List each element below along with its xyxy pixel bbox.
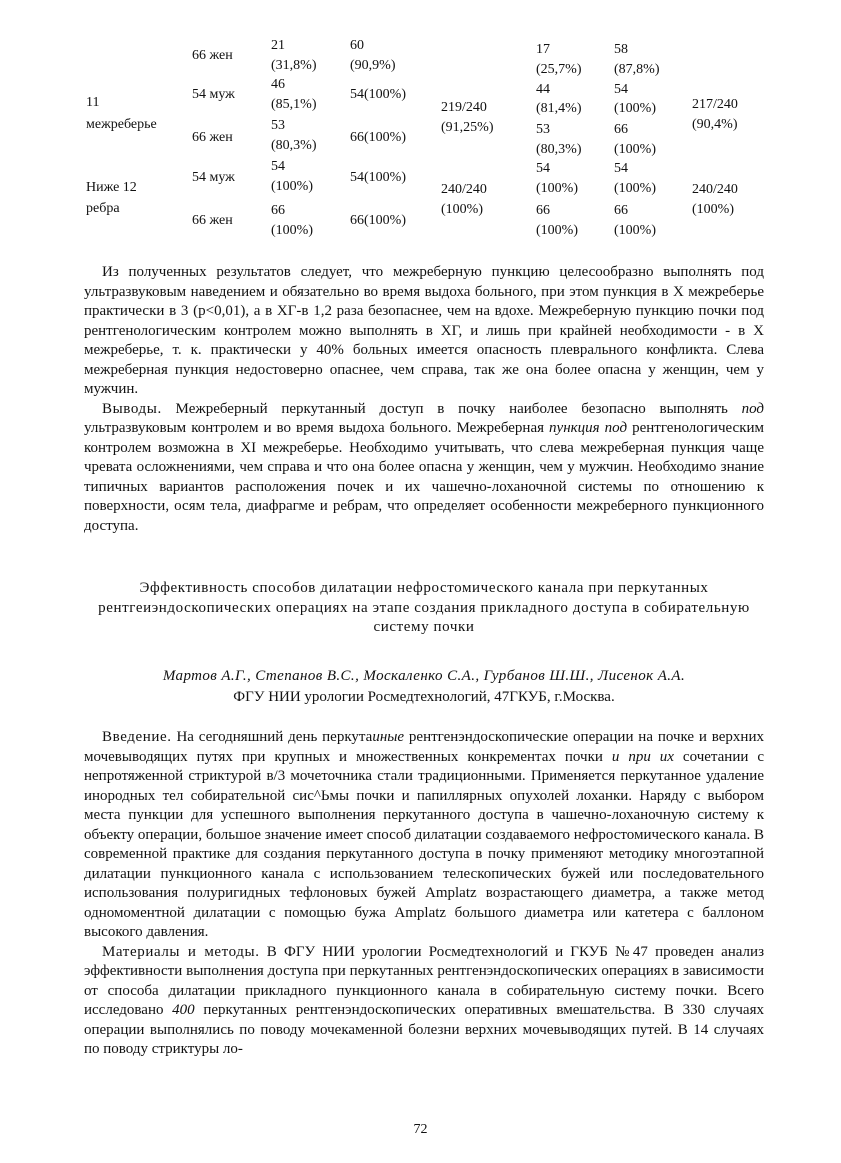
table-cell: 54 муж: [192, 170, 235, 185]
table-cell: (80,3%): [271, 138, 317, 153]
table-cell: 66: [614, 203, 628, 218]
affiliation: ФГУ НИИ урологии Росмедтехнологий, 47ГКУБ, г.Москва.: [233, 689, 615, 705]
table-cell: (100%): [614, 223, 656, 238]
table-cell: (100%): [536, 181, 578, 196]
conclusion-block: [84, 263, 764, 536]
table-cell: 54 муж: [192, 87, 235, 102]
table-cell: 17: [536, 42, 550, 57]
table-cell: (90,9%): [350, 58, 396, 73]
row-label: ребра: [86, 201, 120, 216]
table-cell: 66: [614, 122, 628, 137]
conclusions-paragraph: Выводы. Межреберный перкутанный доступ в почку наиболее безопасно выполнять под ультразвуковым контролем и во время выдоха больного. Межреберная пункция под рентгенологическим контролем возможна в XI межреберье. Необходимо учитывать, что слева межреберная пункция чаще чревата осложнениями, чем справа и что она более опасна у женщин, чем у мужчин. Необходимо знание типичных вариантов расположения почек и их чашечно-лоханочной системы по отношению к поверхности, осям тела, диафрагме и ребрам, что определяет особенности межреберного пункционного доступа.: [84, 400, 765, 534]
results-table: [0, 0, 841, 250]
table-cell: 60: [350, 38, 364, 53]
page-number: 72: [413, 1122, 428, 1137]
table-cell: 54: [536, 161, 550, 176]
table-cell: 66 жен: [192, 213, 233, 228]
introduction-paragraph: Введение. На сегодняшний день перкутаиные рентгенэндоскопические операции на почке и верхних мочевыводящих путях при крупных и множественных конкрементах почки и при их сочетании с непротяженной стриктурой в/3 мочеточника стали традиционными. Применяется перкутанное удаление инородных тел собирательной сис^Ьмы почки и папиллярных опухолей лоханки. Наряду с выбором места пункции для успешного выполнения перкутанного доступа в чашечно-лоханочную систему к объекту операции, большое значение имеет способ дилатации создаваемого нефростомического канала. В современной практике для создания перкутанного доступа в почку применяют методику многоэтапной дилатации пункционного канала с использованием телескопических бужей или последовательного использования полуригидных тефлоновых бужей Amplatz возрастающего диаметра, а также метод одномоментной дилатации с помощью бужа Amplatz большого диаметра или катетера с баллоном высокого давления.: [84, 729, 764, 940]
results-paragraph: Из полученных результатов следует, что межреберную пункцию целесообразно выполнять под ультразвуковым наведением и обязательно во время выдоха больного, при этом пункция в X межреберье практически в 3 (p<0,01), а в ХГ-в 1,2 раза безопаснее, чем на вдохе. Межреберную пункцию почки под рентгенологическим контролем можно выполнять в ХГ, и лишь при крайней необходимости - в X межреберье, т. к. практически у 40% больных имеется опасность плеврального конфликта. Слева межреберная пункция недостоверно опаснее, чем справа, так же она более опасна у женщин, чем у мужчин.: [84, 264, 764, 397]
table-cell: 240/240: [441, 182, 487, 197]
table-cell: 53: [271, 118, 285, 133]
table-cell: (81,4%): [536, 101, 582, 116]
table-cell: (91,25%): [441, 120, 494, 135]
table-cell: 53: [536, 122, 550, 137]
table-cell: (31,8%): [271, 58, 317, 73]
table-cell: (100%): [441, 202, 483, 217]
table-cell: (100%): [614, 181, 656, 196]
table-cell: 44: [536, 82, 550, 97]
section-lead: Материалы и методы.: [102, 943, 260, 960]
table-cell: 54(100%): [350, 87, 406, 102]
table-cell: (85,1%): [271, 97, 317, 112]
table-cell: 66 жен: [192, 130, 233, 145]
table-cell: 54: [614, 82, 628, 97]
section-lead: Выводы.: [102, 400, 162, 417]
article-title: Эффективность способов дилатации нефростомического канала при перкутанных рентгеиэндоскопических операциях на этапе создания прикладного доступа в собирательную систему почки: [98, 580, 750, 635]
table-cell: 217/240: [692, 97, 738, 112]
row-label: 11: [86, 95, 100, 110]
table-cell: 54: [614, 161, 628, 176]
author-list: Мартов А.Г., Степанов В.С., Москаленко С.А., Гурбанов Ш.Ш., Лисенок А.А.: [162, 668, 686, 684]
table-cell: 54(100%): [350, 170, 406, 185]
row-label: межреберье: [86, 117, 157, 132]
table-cell: 21: [271, 38, 285, 53]
table-cell: (87,8%): [614, 62, 660, 77]
row-label: Ниже 12: [86, 180, 137, 195]
table-cell: (80,3%): [536, 142, 582, 157]
table-cell: 66 жен: [192, 48, 233, 63]
table-cell: 66(100%): [350, 130, 406, 145]
table-cell: (100%): [536, 223, 578, 238]
table-cell: 219/240: [441, 100, 487, 115]
table-cell: 66(100%): [350, 213, 406, 228]
table-cell: 240/240: [692, 182, 738, 197]
article-body: [84, 728, 764, 1060]
section-lead: Введение.: [102, 729, 172, 745]
table-cell: (100%): [614, 101, 656, 116]
table-cell: 46: [271, 77, 285, 92]
table-cell: (25,7%): [536, 62, 582, 77]
table-cell: 58: [614, 42, 628, 57]
table-cell: 54: [271, 159, 285, 174]
table-cell: 66: [536, 203, 550, 218]
table-cell: (100%): [692, 202, 734, 217]
methods-paragraph: Материалы и методы. В ФГУ НИИ урологии Росмедтехнологий и ГКУБ №47 проведен анализ эффективности выполнения доступа при перкутанных рентгенэндоскопических операциях в зависимости от способа дилатации прикладного пункционного канала в собирательную систему почки. Всего исследовано 400 перкутанных рентгенэндоскопических оперативных вмешательства. В 330 случаях операции выполнялись по поводу мочекаменной болезни верхних мочевыводящих путей. В 14 случаях по поводу стриктуры ло-: [84, 943, 764, 1057]
table-cell: (100%): [271, 223, 313, 238]
table-cell: (90,4%): [692, 117, 738, 132]
table-cell: (100%): [271, 179, 313, 194]
author-block: [84, 666, 764, 708]
table-cell: 66: [271, 203, 285, 218]
table-cell: (100%): [614, 142, 656, 157]
